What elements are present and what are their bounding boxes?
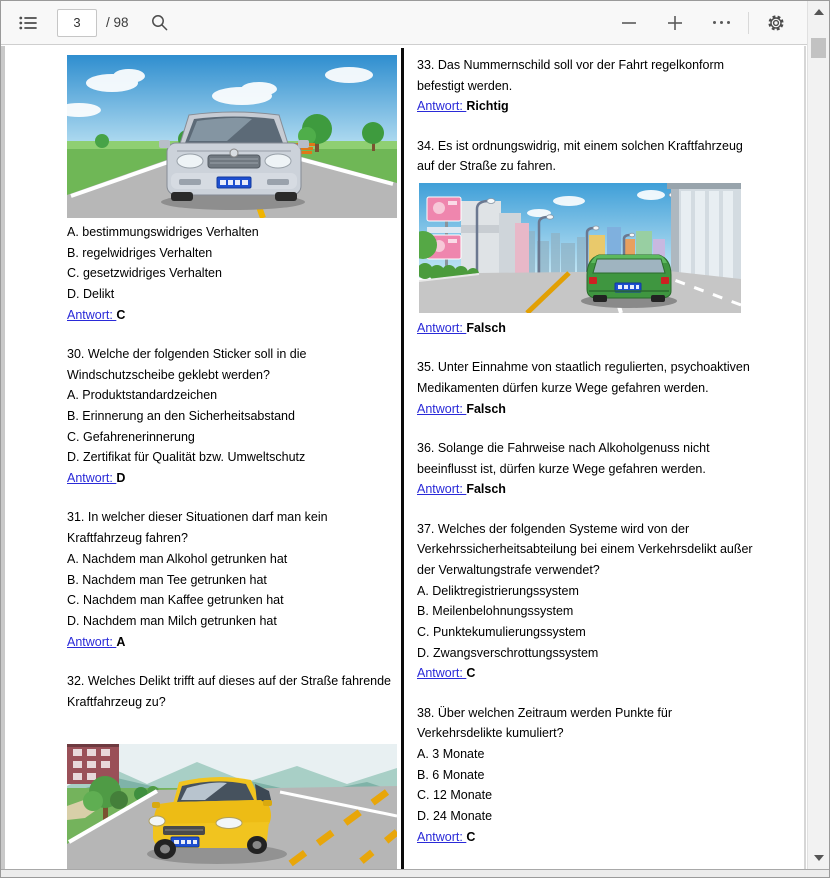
settings-button[interactable]: [759, 7, 793, 39]
page-column-left: [67, 55, 398, 870]
question-text-line: A. Deliktregistrierungssystem: [417, 583, 579, 598]
paragraph-gap: [417, 339, 805, 358]
answer-row: [417, 827, 805, 848]
question-text-line: auf der Straße zu fahren.: [417, 159, 556, 174]
question-text-line: A. bestimmungswidriges Verhalten: [67, 225, 259, 239]
question-text-line: B. Nachdem man Tee getrunken hat: [67, 572, 267, 587]
question-text-line: Windschutzscheibe geklebt werden?: [67, 367, 270, 382]
antwort-link[interactable]: Antwort:: [67, 471, 117, 486]
paragraph-gap: [417, 500, 805, 519]
page-left-edge: [1, 46, 5, 870]
paragraph-gap: [417, 684, 805, 703]
answer-row: [67, 305, 398, 326]
antwort-link[interactable]: Antwort:: [67, 307, 117, 322]
column-divider: [401, 48, 404, 870]
question-text-line: Medikamenten dürfen kurze Wege gefahren werden.: [417, 381, 709, 395]
triangle-down-icon: [814, 855, 824, 861]
antwort-link[interactable]: Antwort:: [417, 666, 467, 681]
question-text-line: 35. Unter Einnahme von staatlich regulierten, psychoaktiven: [417, 360, 750, 375]
answer-row: [417, 399, 805, 420]
question-text-line: der Verwaltungstrafe verwendet?: [417, 563, 600, 577]
question-text-line: Kraftfahrzeug fahren?: [67, 531, 188, 546]
yellow-car-road-image: [67, 744, 398, 870]
answer-value: C: [466, 829, 476, 844]
question-text-line: C. 12 Monate: [417, 788, 493, 803]
pdf-toolbar: [1, 1, 807, 45]
table-of-contents-icon: [19, 15, 37, 31]
answer-value: A: [116, 634, 126, 649]
answer-value: Falsch: [466, 401, 506, 416]
document-viewport: [1, 46, 807, 870]
silver-car-road-image: [67, 55, 398, 218]
answer-row: [417, 318, 805, 339]
answer-row: [417, 663, 805, 684]
answer-value: D: [116, 471, 126, 486]
question-text-line: D. 24 Monate: [417, 809, 493, 824]
paragraph-gap: [417, 419, 805, 438]
question-text-line: 32. Welches Delikt trifft auf dieses auf der Straße fahrende: [67, 673, 392, 688]
search-icon: [151, 14, 168, 31]
answer-row: [67, 632, 398, 653]
question-text-line: beeinflusst ist, dürfen kurze Wege gefahren werden.: [417, 461, 706, 476]
page-column-right: [417, 55, 805, 848]
question-text-line: D. Zwangsverschrottungssystem: [417, 645, 599, 660]
question-text-line: 38. Über welchen Zeitraum werden Punkte für: [417, 705, 672, 720]
question-text-line: Verkehrsdelikte kumuliert?: [417, 726, 564, 741]
question-text-line: 31. In welcher dieser Situationen darf man kein: [67, 510, 328, 525]
paragraph-gap: [67, 652, 398, 671]
question-text-line: befestigt werden.: [417, 78, 513, 93]
antwort-link[interactable]: Antwort:: [417, 401, 467, 416]
antwort-link[interactable]: Antwort:: [417, 99, 467, 114]
question-text-line: C. Nachdem man Kaffee getrunken hat: [67, 593, 284, 608]
more-options-button[interactable]: [704, 7, 738, 39]
question-text-line: B. 6 Monate: [417, 767, 485, 782]
question-text-line: B. Erinnerung an den Sicherheitsabstand: [67, 409, 295, 424]
triangle-up-icon: [814, 9, 824, 15]
question-text-line: C. gesetzwidriges Verhalten: [67, 266, 222, 281]
antwort-link[interactable]: Antwort:: [417, 829, 467, 844]
vertical-scrollbar[interactable]: [807, 1, 829, 870]
paragraph-gap: [67, 489, 398, 508]
table-of-contents-button[interactable]: [11, 7, 45, 39]
green-car-city-image: [419, 183, 805, 313]
question-text-line: 36. Solange die Fahrweise nach Alkoholgenuss nicht: [417, 440, 710, 455]
question-text-line: Verkehrssicherheitsabteilung bei einem Verkehrsdelikt außer: [417, 542, 753, 557]
antwort-link[interactable]: Antwort:: [417, 482, 467, 497]
scroll-up-button[interactable]: [808, 3, 829, 20]
paragraph-gap: [67, 325, 398, 344]
page-number-input[interactable]: [57, 9, 97, 37]
answer-value: Falsch: [466, 321, 506, 336]
question-text-line: 37. Welches der folgenden Systeme wird von der: [417, 521, 690, 536]
gear-icon: [766, 13, 786, 33]
scroll-down-button[interactable]: [808, 849, 829, 866]
answer-value: Richtig: [466, 99, 509, 114]
question-text-line: C. Punktekumulierungssystem: [417, 625, 586, 640]
answer-row: [417, 96, 805, 117]
question-text-line: A. Nachdem man Alkohol getrunken hat: [67, 551, 288, 566]
question-text-line: D. Nachdem man Milch getrunken hat: [67, 613, 277, 628]
toolbar-separator: [748, 12, 749, 34]
question-text-line: 30. Welche der folgenden Sticker soll in die: [67, 347, 307, 362]
question-text-line: B. Meilenbelohnungssystem: [417, 604, 574, 619]
zoom-in-button[interactable]: [658, 7, 692, 39]
answer-value: C: [466, 666, 476, 681]
plus-icon: [667, 15, 683, 31]
question-text-line: 33. Das Nummernschild soll vor der Fahrt regelkonform: [417, 58, 725, 72]
scrollbar-thumb[interactable]: [811, 38, 826, 58]
answer-value: Falsch: [466, 482, 506, 497]
answer-value: C: [116, 307, 126, 322]
question-text-line: Kraftfahrzeug zu?: [67, 694, 166, 709]
answer-row: [67, 468, 398, 489]
search-button[interactable]: [143, 7, 177, 39]
paragraph-gap: [417, 117, 805, 136]
window-bottom-edge: [1, 869, 829, 877]
question-text-line: D. Delikt: [67, 287, 115, 302]
answer-row: [417, 479, 805, 500]
page-count-label: / 98: [106, 15, 129, 30]
question-text-line: A. Produktstandardzeichen: [67, 388, 218, 403]
ellipsis-icon: [713, 21, 730, 24]
antwort-link[interactable]: Antwort:: [417, 321, 467, 336]
antwort-link[interactable]: Antwort:: [67, 634, 117, 649]
question-text-line: A. 3 Monate: [417, 747, 485, 762]
question-text-line: C. Gefahrenerinnerung: [67, 429, 195, 444]
minus-icon: [621, 15, 637, 31]
zoom-out-button[interactable]: [612, 7, 646, 39]
question-text-line: D. Zertifikat für Qualität bzw. Umweltschutz: [67, 450, 306, 465]
question-text-line: B. regelwidriges Verhalten: [67, 245, 213, 260]
question-text-line: 34. Es ist ordnungswidrig, mit einem solchen Kraftfahrzeug: [417, 138, 743, 153]
